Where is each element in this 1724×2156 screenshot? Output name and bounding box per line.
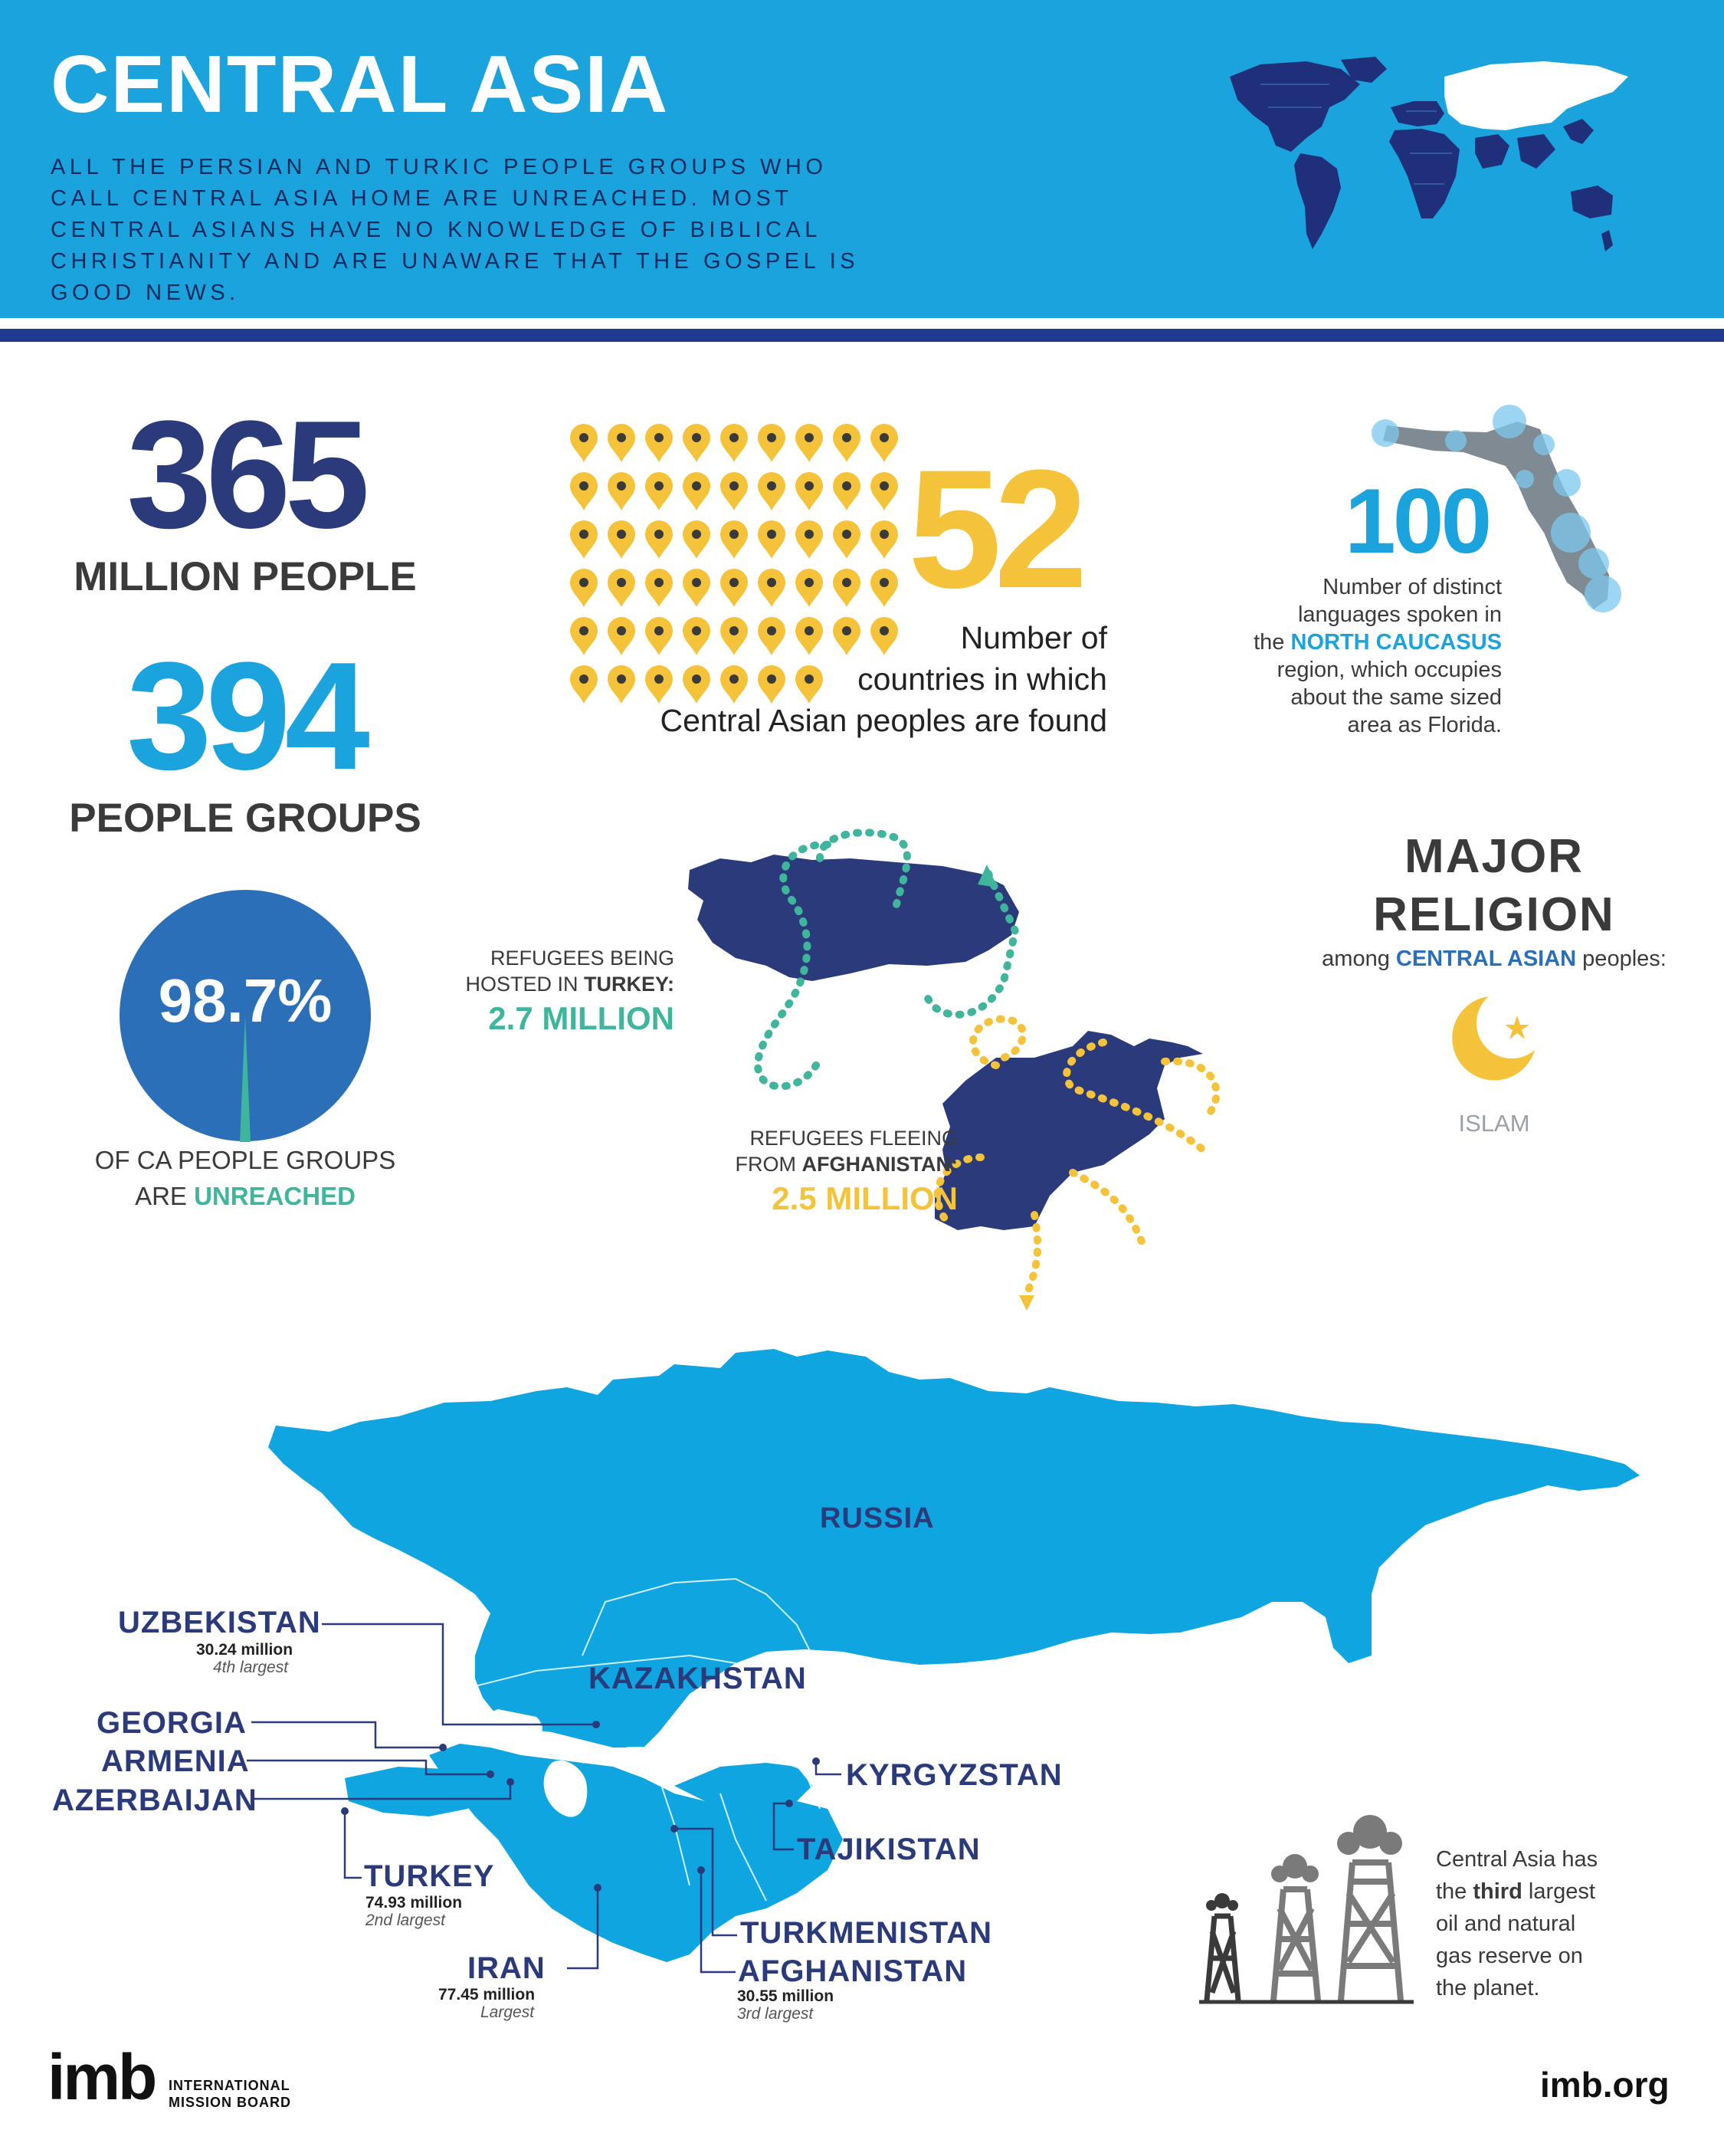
georgia-label: GEORGIA: [97, 1706, 247, 1740]
oil-caption-2a: the: [1436, 1879, 1473, 1904]
unreached-caption-1: OF CA PEOPLE GROUPS: [94, 1146, 396, 1174]
languages-value: 100: [1345, 470, 1490, 573]
religion-subtitle-c: peoples:: [1576, 947, 1667, 971]
countries-value: 52: [908, 435, 1080, 623]
population-label: MILLION PEOPLE: [74, 554, 417, 599]
oil-caption-2c: largest: [1522, 1879, 1595, 1904]
population-value: 365: [126, 389, 364, 560]
turkmenistan-label: TURKMENISTAN: [740, 1916, 993, 1950]
countries-caption-1: Number of: [960, 620, 1107, 655]
oil-caption-5: the planet.: [1436, 1976, 1540, 2000]
oil-rigs-icon: [1188, 1809, 1425, 2008]
afghanistan-label: AFGHANISTAN: [738, 1954, 968, 1988]
religion-subtitle-a: among: [1322, 947, 1396, 971]
north-caucasus-label: NORTH CAUCASUS: [1290, 630, 1502, 655]
iran-label: IRAN: [467, 1951, 546, 1985]
unreached-caption-2a: ARE: [135, 1182, 195, 1210]
oil-caption-2: [1436, 1875, 1598, 1908]
afghanistan-refugees-line-2b: AFGHANISTAN:: [801, 1153, 958, 1176]
kyrgyzstan-label: KYRGYZSTAN: [846, 1758, 1063, 1792]
azerbaijan-label: AZERBAIJAN: [52, 1784, 257, 1817]
afghanistan-population: 30.55 million: [737, 1987, 834, 2005]
page-title: CENTRAL ASIA: [51, 39, 670, 130]
oil-caption: [1436, 1843, 1598, 2004]
afghanistan-refugees-value: 2.5 MILLION: [772, 1180, 958, 1216]
afghanistan-refugees-line-1: REFUGEES FLEEING: [749, 1127, 958, 1150]
languages-caption-2: languages spoken in: [1297, 602, 1502, 627]
afghanistan-refugees-line-2a: FROM: [735, 1153, 802, 1176]
languages-caption-6: area as Florida.: [1347, 713, 1502, 737]
turkey-population: 74.93 million: [365, 1894, 463, 1912]
religion-subtitle-b: CENTRAL ASIAN: [1395, 947, 1577, 971]
religion-title-1: MAJOR: [1404, 830, 1584, 883]
uzbekistan-label: UZBEKISTAN: [118, 1606, 321, 1639]
oil-caption-1: Central Asia has: [1436, 1847, 1598, 1872]
uzbekistan-population: 30.24 million: [196, 1641, 293, 1659]
header-description: ALL THE PERSIAN AND TURKIC PEOPLE GROUPS WHO CALL CENTRAL ASIA HOME ARE UNREACHED. MOST CENTRAL ASIANS HAVE NO KNOWLEDGE OF BIBLICAL CHRISTIANITY AND ARE UNAWARE THAT THE GOSPEL IS GOOD NEWS.: [51, 155, 860, 305]
countries-caption-3: Central Asian peoples are found: [660, 703, 1107, 738]
people-groups-value: 394: [126, 631, 364, 802]
turkey-refugees-value: 2.7 MILLION: [488, 1000, 674, 1036]
unreached-caption-2b: UNREACHED: [194, 1182, 356, 1210]
languages-caption-3a: the: [1254, 630, 1291, 655]
turkey-refugees-line-1: REFUGEES BEING: [490, 947, 674, 970]
unreached-percent: 98.7%: [158, 966, 333, 1035]
religion-title-2: RELIGION: [1373, 888, 1615, 941]
imb-logo[interactable]: imb: [48, 2041, 156, 2113]
languages-caption-5: about the same sized: [1290, 685, 1502, 710]
people-groups-label: PEOPLE GROUPS: [69, 796, 421, 841]
religion-name: ISLAM: [1458, 1110, 1530, 1137]
kazakhstan-label: KAZAKHSTAN: [588, 1662, 807, 1695]
iran-population: 77.45 million: [438, 1986, 536, 2003]
turkey-refugees-line-2b: TURKEY:: [584, 973, 674, 996]
oil-caption-2b: third: [1473, 1879, 1522, 1904]
russia-label: RUSSIA: [820, 1502, 935, 1534]
uzbekistan-rank: 4th largest: [213, 1659, 289, 1676]
turkey-label: TURKEY: [364, 1859, 495, 1893]
turkey-refugees-line-2a: HOSTED IN: [465, 973, 584, 996]
tajikistan-label: TAJIKISTAN: [797, 1833, 981, 1866]
armenia-label: ARMENIA: [101, 1744, 250, 1778]
languages-caption-1: Number of distinct: [1322, 575, 1502, 599]
countries-caption-2: countries in which: [857, 661, 1107, 697]
imb-org-name-1: INTERNATIONAL: [169, 2078, 290, 2093]
imb-org-name: [169, 2077, 291, 2111]
turkey-rank: 2nd largest: [365, 1912, 445, 1929]
afghanistan-rank: 3rd largest: [737, 2005, 814, 2023]
oil-caption-4: gas reserve on: [1436, 1944, 1583, 1968]
imb-org-name-2: MISSION BOARD: [169, 2095, 292, 2110]
oil-caption-3: oil and natural: [1436, 1912, 1576, 1936]
iran-rank: Largest: [480, 2003, 535, 2021]
imb-url-link[interactable]: imb.org: [1540, 2065, 1670, 2105]
languages-caption-4: region, which occupies: [1277, 658, 1502, 682]
